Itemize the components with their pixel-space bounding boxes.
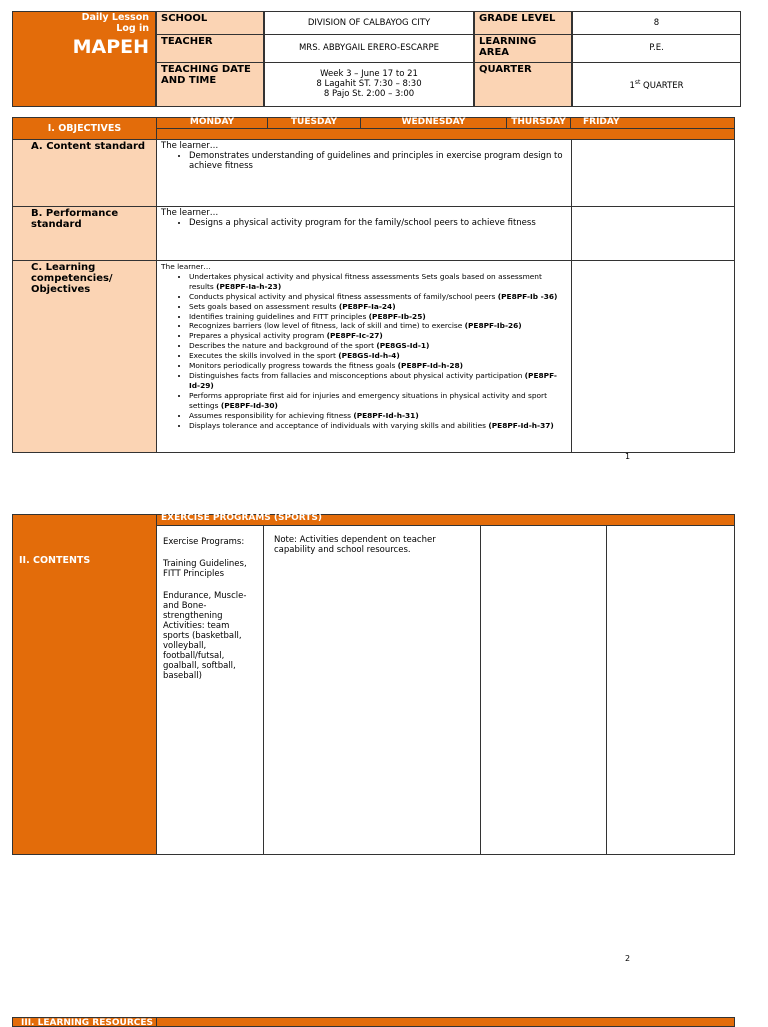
performance-standard-label-cell [12, 206, 157, 261]
competencies-label-cell [12, 260, 157, 453]
content-standard-item: • Demonstrates understanding of guidelines and principles in exercise program design to achieve fitness [189, 151, 567, 171]
date-line: 8 Pajo St. 2:00 – 3:00 [323, 89, 415, 99]
competencies-friday-cell [571, 260, 735, 453]
contents-tuesday-note: Note: Activities dependent on teacher capability and school resources. [274, 535, 436, 555]
performance-standard-item: • Designs a physical activity program for the family/school peers to achieve fitness [189, 218, 567, 228]
competency-code: (PE8PF-Id-30) [220, 400, 278, 410]
competency-item: • Recognizes barriers (low level of fitness, lack of skill and time) to exercise (PE8PF-Ib-26) [189, 321, 567, 331]
objectives-title-cell [12, 117, 157, 140]
competency-code: (PE8PF-Id-h-31) [353, 410, 419, 420]
contents-monday-line: Training Guidelines, FITT Principles [163, 559, 247, 579]
page-number: 1 [625, 452, 631, 461]
content-standard-friday-cell [571, 139, 735, 207]
performance-standard-cell [156, 206, 572, 261]
teaching-date-value [264, 62, 474, 107]
contents-thursday-cell [480, 525, 607, 855]
header-title-cell [12, 11, 156, 107]
teacher-label: TEACHER [156, 34, 264, 63]
date-line: Week 3 – June 17 to 21 [320, 69, 418, 79]
competency-code: (PE8PF-Ia-h-23) [216, 281, 282, 291]
competency-code: (PE8PF-Ib -36) [497, 291, 558, 301]
quarter-label: QUARTER [474, 62, 572, 107]
teacher-value: MRS. ABBYGAIL ERERO-ESCARPE [264, 34, 474, 63]
grade-level-value: 8 [572, 11, 741, 35]
school-value: DIVISION OF CALBAYOG CITY [264, 11, 474, 35]
content-standard-intro: The learner… [161, 141, 219, 151]
learning-area-value: P.E. [572, 34, 741, 63]
competency-item: • Distinguishes facts from fallacies and misconceptions about physical activity participation (PE8PF-Id-29) [189, 371, 567, 391]
performance-standard-label: B. Performance standard [31, 208, 119, 230]
competency-item: • Displays tolerance and acceptance of individuals with varying skills and abilities (PE8PF-Id-h-37) [189, 421, 567, 431]
contents-friday-cell [606, 525, 735, 855]
competency-item: • Identifies training guidelines and FITT principles (PE8PF-Ib-25) [189, 312, 567, 322]
date-line: 8 Lagahit ST. 7:30 – 8:30 [316, 79, 422, 89]
content-standard-label: A. Content standard [31, 141, 146, 152]
competency-item: • Describes the nature and background of the sport (PE8GS-Id-1) [189, 341, 567, 351]
competency-item: • Assumes responsibility for achieving fitness (PE8PF-Id-h-31) [189, 411, 567, 421]
resources-band [156, 1017, 735, 1027]
performance-standard-intro: The learner… [161, 208, 219, 218]
grade-level-label: GRADE LEVEL [474, 11, 572, 35]
competency-item: • Prepares a physical activity program (PE8PF-Ic-27) [189, 331, 567, 341]
competency-code: (PE8PF-Id-29) [189, 370, 557, 390]
contents-tuesday-cell [263, 525, 481, 855]
subject-title: MAPEH [72, 36, 149, 58]
contents-monday-line: Exercise Programs: [163, 537, 245, 547]
day-tuesday: TUESDAY [268, 117, 361, 129]
content-standard-cell [156, 139, 572, 207]
content-standard-label-cell [12, 139, 157, 207]
competency-code: (PE8PF-Ic-27) [326, 331, 383, 341]
competency-code: (PE8PF-Id-h-37) [488, 420, 554, 430]
page-number: 2 [625, 954, 631, 963]
contents-title-cell [12, 514, 157, 855]
learning-area-label: LEARNING AREA [474, 34, 572, 63]
day-friday: FRIDAY [583, 117, 620, 127]
day-monday: MONDAY [157, 117, 268, 129]
day-thursday: THURSDAY [507, 117, 571, 129]
competencies-intro: The learner… [161, 262, 211, 271]
competency-item: • Undertakes physical activity and physical fitness assessments Sets goals based on assessment results (PE8PF-Ia-h-23) [189, 272, 567, 292]
competency-item: • Conducts physical activity and physical fitness assessments of family/school peers (PE8PF-Ib -36) [189, 292, 567, 302]
contents-title: II. CONTENTS [19, 555, 91, 566]
objectives-title: I. OBJECTIVES [47, 123, 122, 134]
competencies-list [161, 272, 567, 431]
daily-lesson-log-label: Daily Lesson Log in [81, 12, 149, 34]
competency-code: (PE8GS-Id-1) [376, 341, 430, 351]
resources-title: III. LEARNING RESOURCES [21, 1018, 153, 1027]
competency-item: • Performs appropriate first aid for injuries and emergency situations in physical activity and sport settings (PE8PF-Id-30) [189, 391, 567, 411]
teaching-date-label: TEACHING DATE AND TIME [156, 62, 264, 107]
competency-code: (PE8PF-Id-h-28) [397, 361, 464, 371]
competency-code: (PE8PF-Ib-26) [464, 321, 522, 331]
competency-code: (PE8GS-Id-h-4) [338, 351, 400, 361]
contents-monday-line: Endurance, Muscle- and Bone-strengthening Activities: team sports (basketball, volleyball, football/futsal, goalball, softball, baseball) [163, 591, 247, 681]
competencies-cell [156, 260, 572, 453]
quarter-value: 1st QUARTER [572, 62, 741, 107]
competency-item: • Sets goals based on assessment results (PE8PF-Ia-24) [189, 302, 567, 312]
competencies-label: C. Learning competencies/ Objectives [31, 262, 113, 295]
competency-item: • Monitors periodically progress towards the fitness goals (PE8PF-Id-h-28) [189, 361, 567, 371]
contents-monday-cell [156, 525, 264, 855]
competency-code: (PE8PF-Ia-24) [338, 301, 396, 311]
performance-standard-friday-cell [571, 206, 735, 261]
contents-band-title: EXERCISE PROGRAMS (SPORTS) [161, 513, 323, 523]
day-wednesday: WEDNESDAY [361, 117, 507, 129]
competency-code: (PE8PF-Ib-25) [368, 311, 426, 321]
school-label: SCHOOL [156, 11, 264, 35]
resources-title-cell [12, 1017, 157, 1027]
competency-item: • Executes the skills involved in the sport (PE8GS-Id-h-4) [189, 351, 567, 361]
